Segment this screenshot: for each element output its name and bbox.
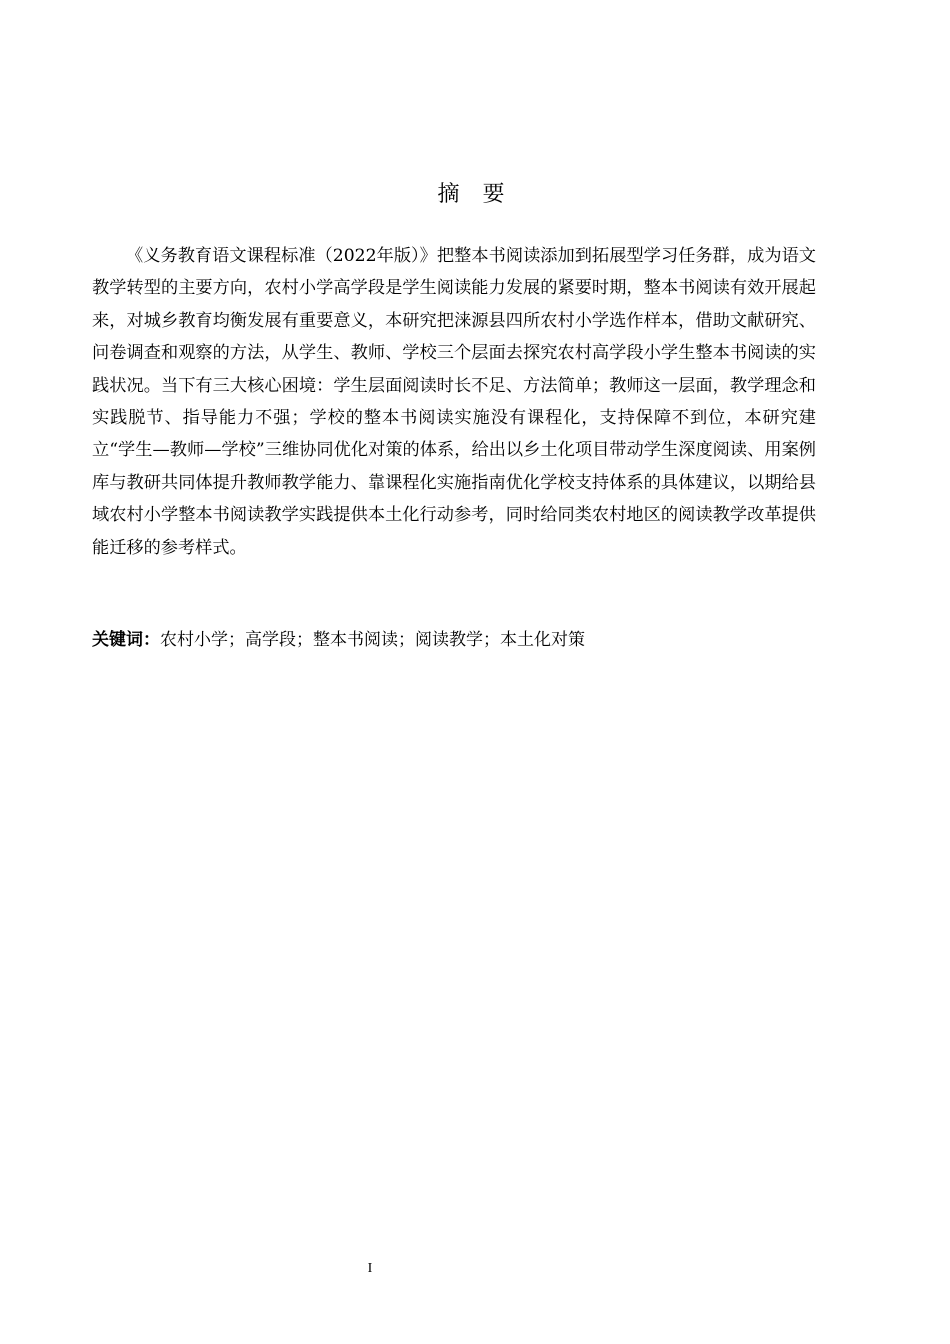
- keywords-line: [92, 624, 816, 656]
- keywords-text: 农村小学；高学段；整本书阅读；阅读教学；本土化对策: [160, 630, 585, 650]
- abstract-body: 《义务教育语文课程标准（2022年版）》把整本书阅读添加到拓展型学习任务群，成为语文教学转型的主要方向，农村小学高学段是学生阅读能力发展的紧要时期，整本书阅读有效开展起来，对城乡教育均衡发展有重要意义，本研究把涞源县四所农村小学选作样本，借助文献研究、问卷调查和观察的方法，从学生、教师、学校三个层面去探究农村高学段小学生整本书阅读的实践状况。当下有三大核心困境：学生层面阅读时长不足、方法简单；教师这一层面，教学理念和实践脱节、指导能力不强；学校的整本书阅读实施没有课程化，支持保障不到位，本研究建立“学生—教师—学校”三维协同优化对策的体系，给出以乡土化项目带动学生深度阅读、用案例库与教研共同体提升教师教学能力、靠课程化实施指南优化学校支持体系的具体建议，以期给县域农村小学整本书阅读教学实践提供本土化行动参考，同时给同类农村地区的阅读教学改革提供能迁移的参考样式。: [92, 246, 816, 558]
- abstract-title: 摘 要: [437, 182, 513, 207]
- keywords-label: 关键词：: [92, 630, 160, 650]
- page-number: I: [367, 1261, 373, 1276]
